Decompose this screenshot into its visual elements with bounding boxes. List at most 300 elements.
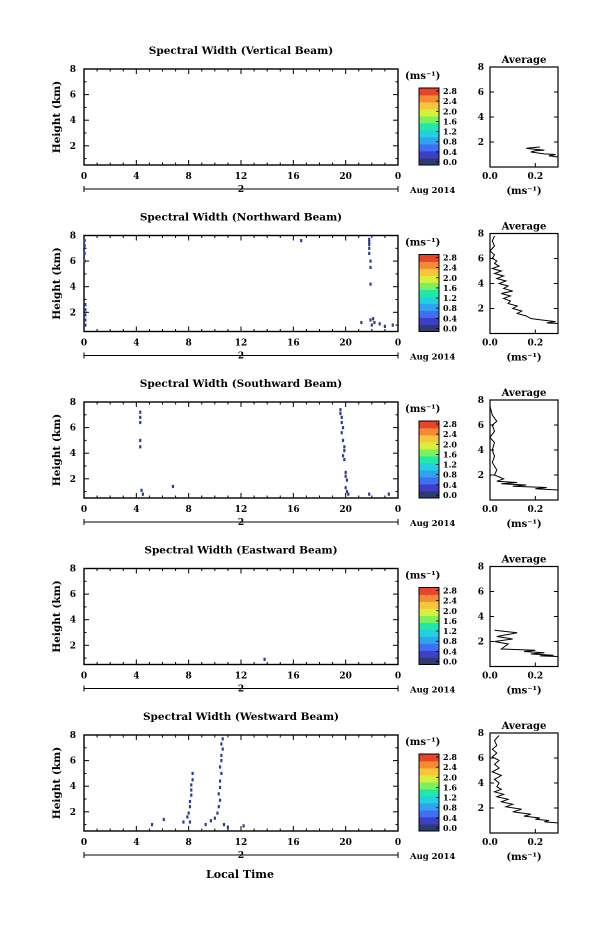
- average-y-tick-label: 2: [477, 138, 484, 148]
- colorbar-unit: (ms⁻¹): [405, 737, 441, 748]
- y-axis-label: Height (km): [51, 580, 63, 653]
- data-point: [222, 747, 224, 750]
- colorbar-tick-label: 1.2: [443, 126, 457, 137]
- colorbar-swatch: [419, 435, 439, 442]
- colorbar-swatch: [419, 297, 439, 304]
- colorbar-tick-label: 0.8: [443, 303, 457, 314]
- data-point: [368, 252, 370, 255]
- colorbar-tick-label: 2.0: [443, 106, 457, 117]
- data-point: [163, 818, 165, 821]
- y-tick-label: 8: [69, 731, 76, 741]
- data-point: [188, 811, 190, 814]
- y-axis-label: Height (km): [51, 80, 63, 154]
- colorbar-unit: (ms⁻¹): [405, 404, 441, 415]
- average-y-tick-label: 6: [477, 254, 484, 265]
- data-point: [339, 408, 341, 411]
- colorbar-swatch: [419, 602, 439, 609]
- x-tick-label: 16: [287, 172, 300, 182]
- colorbar-tick-label: 0.8: [443, 802, 457, 813]
- x-tick-label: 0: [80, 671, 88, 682]
- data-point: [219, 786, 221, 789]
- average-profile-line: [490, 236, 558, 324]
- colorbar-tick-label: 0.0: [443, 823, 457, 833]
- colorbar-tick-label: 2.4: [443, 595, 457, 606]
- average-y-tick-label: 6: [477, 587, 484, 598]
- data-point: [343, 458, 345, 461]
- average-y-tick-label: 6: [477, 88, 484, 98]
- average-profile-line: [492, 736, 558, 824]
- data-point: [191, 778, 193, 781]
- colorbar-tick-label: 1.6: [443, 116, 457, 127]
- x-tick-label: 4: [133, 338, 140, 349]
- colorbar-tick-label: 0.8: [443, 469, 457, 480]
- data-point: [216, 811, 218, 814]
- x-tick-label: 4: [133, 838, 140, 848]
- x-tick-label: 0: [394, 671, 402, 682]
- data-point: [182, 820, 184, 823]
- data-point: [189, 800, 191, 803]
- y-tick-label: 4: [69, 282, 76, 293]
- x-tick-label: 20: [339, 172, 352, 182]
- plot-frame: [84, 236, 398, 332]
- data-point: [369, 283, 371, 286]
- average-title: Average: [501, 721, 547, 732]
- data-point: [84, 244, 86, 247]
- x-tick-label: 8: [185, 505, 192, 515]
- colorbar-tick-label: 2.4: [443, 96, 457, 107]
- date-label: Aug 2014: [410, 352, 456, 363]
- average-profile-line: [495, 630, 559, 656]
- panel-title: Spectral Width (Eastward Beam): [144, 544, 338, 557]
- data-point: [345, 475, 347, 478]
- average-y-tick-label: 8: [477, 63, 484, 73]
- colorbar-tick-label: 0.8: [443, 636, 457, 647]
- colorbar-tick-label: 2.0: [443, 439, 457, 450]
- data-point: [219, 765, 221, 768]
- data-point: [84, 308, 86, 311]
- y-axis-label: Height (km): [51, 746, 63, 820]
- colorbar-tick-label: 1.6: [443, 782, 457, 793]
- panel-title: Spectral Width (Westward Beam): [142, 711, 340, 723]
- data-point: [210, 819, 212, 822]
- average-x-tick-label: 0.0: [482, 172, 498, 182]
- data-point: [220, 754, 222, 757]
- data-point: [139, 411, 141, 414]
- data-point: [84, 318, 86, 321]
- x-tick-label: 0: [394, 338, 402, 349]
- colorbar-tick-label: 2.8: [443, 752, 457, 762]
- x-axis-label: Local Time: [206, 868, 274, 881]
- data-point: [190, 783, 192, 786]
- data-point: [84, 252, 86, 255]
- x-tick-label: 20: [339, 338, 352, 349]
- data-point: [220, 742, 222, 745]
- data-point: [189, 805, 191, 808]
- average-y-tick-label: 2: [477, 304, 484, 315]
- colorbar-swatch: [419, 644, 439, 651]
- average-y-tick-label: 8: [477, 396, 484, 406]
- data-point: [368, 243, 370, 246]
- y-tick-label: 2: [69, 141, 76, 152]
- colorbar-tick-label: 1.2: [443, 459, 457, 470]
- y-tick-label: 4: [69, 449, 76, 460]
- colorbar-swatch: [419, 116, 439, 123]
- y-axis-label: Height (km): [51, 247, 63, 320]
- average-frame: [490, 67, 558, 167]
- x-tick-label: 0: [80, 505, 88, 515]
- colorbar-swatch: [419, 768, 439, 775]
- colorbar-tick-label: 2.8: [443, 252, 457, 263]
- data-point: [227, 826, 229, 829]
- colorbar-unit: (ms⁻¹): [405, 71, 441, 82]
- colorbar-swatch: [419, 276, 439, 283]
- colorbar-swatch: [419, 144, 439, 151]
- data-point: [84, 324, 86, 327]
- data-point: [223, 823, 225, 826]
- day-label: 2: [237, 851, 245, 861]
- average-y-tick-label: 8: [477, 229, 484, 240]
- colorbar-swatch: [419, 456, 439, 463]
- colorbar-swatch: [419, 789, 439, 796]
- colorbar-tick-label: 2.0: [443, 605, 457, 616]
- panel-5: [51, 711, 558, 863]
- data-point: [140, 489, 142, 492]
- data-point: [263, 658, 265, 661]
- data-point: [372, 317, 374, 320]
- date-label: Aug 2014: [410, 519, 456, 529]
- data-point: [189, 820, 191, 823]
- data-point: [369, 260, 371, 263]
- data-point: [343, 449, 345, 452]
- average-y-tick-label: 6: [477, 754, 484, 764]
- colorbar-swatch: [419, 616, 439, 623]
- data-point: [369, 318, 371, 321]
- x-tick-label: 4: [133, 172, 140, 182]
- colorbar-tick-label: 2.0: [443, 772, 457, 783]
- colorbar-tick-label: 0.4: [443, 313, 457, 324]
- x-tick-label: 20: [339, 671, 352, 682]
- plot-frame: [84, 735, 398, 831]
- plot-frame: [84, 69, 398, 165]
- data-point: [368, 493, 370, 496]
- data-point: [360, 321, 362, 324]
- data-point: [371, 324, 373, 327]
- date-label: Aug 2014: [410, 685, 456, 696]
- data-point: [190, 794, 192, 797]
- x-tick-label: 4: [133, 505, 140, 515]
- colorbar-swatch: [419, 477, 439, 484]
- date-label: Aug 2014: [410, 186, 456, 196]
- average-y-tick-label: 2: [477, 637, 484, 648]
- y-tick-label: 6: [69, 423, 76, 434]
- data-point: [219, 779, 221, 782]
- data-point: [345, 486, 347, 489]
- average-y-tick-label: 2: [477, 804, 484, 814]
- data-point: [341, 416, 343, 419]
- colorbar-tick-label: 0.0: [443, 157, 457, 167]
- colorbar-tick-label: 1.6: [443, 282, 457, 293]
- y-tick-label: 2: [69, 807, 76, 818]
- average-x-tick-label: 0.2: [527, 505, 544, 515]
- colorbar-swatch: [419, 269, 439, 276]
- average-x-tick-label: 0.2: [527, 338, 544, 349]
- data-point: [84, 303, 86, 306]
- day-label: 2: [237, 684, 245, 695]
- x-tick-label: 12: [234, 671, 248, 682]
- average-title: Average: [501, 388, 547, 399]
- colorbar-swatch: [419, 88, 439, 95]
- average-unit: (ms⁻¹): [506, 352, 542, 364]
- day-label: 2: [237, 351, 245, 362]
- data-point: [384, 325, 386, 328]
- average-x-tick-label: 0.2: [527, 671, 544, 682]
- data-point: [343, 445, 345, 448]
- colorbar-swatch: [419, 630, 439, 637]
- colorbar-swatch: [419, 109, 439, 116]
- colorbar-tick-label: 0.4: [443, 146, 457, 157]
- data-point: [346, 478, 348, 481]
- y-tick-label: 6: [69, 756, 76, 767]
- date-label: Aug 2014: [410, 852, 456, 862]
- colorbar-tick-label: 2.8: [443, 86, 457, 96]
- average-unit: (ms⁻¹): [506, 519, 542, 530]
- x-tick-label: 0: [394, 172, 402, 182]
- colorbar-swatch: [419, 137, 439, 144]
- colorbar-swatch: [419, 102, 439, 109]
- average-unit: (ms⁻¹): [506, 186, 542, 197]
- data-point: [379, 322, 381, 325]
- colorbar-swatch: [419, 470, 439, 477]
- data-point: [342, 439, 344, 442]
- x-tick-label: 12: [234, 838, 248, 848]
- average-x-tick-label: 0.0: [482, 838, 498, 848]
- colorbar-tick-label: 0.0: [443, 656, 457, 667]
- average-profile-line: [490, 406, 558, 490]
- data-point: [243, 824, 245, 827]
- y-tick-label: 2: [69, 308, 76, 319]
- average-y-tick-label: 4: [477, 612, 484, 623]
- x-tick-label: 12: [234, 505, 248, 515]
- x-tick-label: 20: [339, 838, 352, 848]
- colorbar-tick-label: 2.4: [443, 762, 457, 773]
- plot-frame: [84, 569, 398, 665]
- data-point: [84, 313, 86, 316]
- x-tick-label: 16: [287, 338, 300, 349]
- data-point: [172, 485, 174, 488]
- x-tick-label: 16: [287, 838, 300, 848]
- data-point: [300, 239, 302, 242]
- colorbar-swatch: [419, 283, 439, 290]
- data-point: [191, 772, 193, 775]
- colorbar-unit: (ms⁻¹): [405, 237, 441, 249]
- colorbar-tick-label: 1.2: [443, 792, 457, 803]
- average-unit: (ms⁻¹): [506, 685, 542, 697]
- data-point: [345, 471, 347, 474]
- colorbar-tick-label: 0.0: [443, 323, 457, 334]
- day-label: 2: [237, 185, 245, 195]
- data-point: [84, 260, 86, 263]
- data-point: [342, 454, 344, 457]
- data-point: [218, 805, 220, 808]
- colorbar-swatch: [419, 421, 439, 428]
- y-tick-label: 4: [69, 615, 76, 626]
- colorbar-swatch: [419, 810, 439, 817]
- data-point: [347, 493, 349, 496]
- y-tick-label: 4: [69, 782, 76, 793]
- x-tick-label: 0: [394, 505, 402, 515]
- average-x-tick-label: 0.0: [482, 338, 498, 349]
- x-tick-label: 0: [80, 838, 88, 848]
- x-tick-label: 8: [185, 671, 192, 682]
- data-point: [84, 239, 86, 242]
- x-tick-label: 4: [133, 671, 140, 682]
- data-point: [214, 817, 216, 820]
- average-title: Average: [501, 55, 547, 66]
- average-x-tick-label: 0.0: [482, 671, 498, 682]
- data-point: [139, 416, 141, 419]
- data-point: [205, 823, 207, 826]
- data-point: [139, 439, 141, 442]
- y-tick-label: 6: [69, 590, 76, 601]
- data-point: [151, 823, 153, 826]
- panel-title: Spectral Width (Southward Beam): [139, 378, 343, 390]
- colorbar-tick-label: 2.8: [443, 585, 457, 596]
- colorbar-swatch: [419, 130, 439, 137]
- average-y-tick-label: 4: [477, 779, 484, 789]
- colorbar-tick-label: 2.0: [443, 272, 457, 283]
- colorbar-tick-label: 0.4: [443, 812, 457, 823]
- colorbar-swatch: [419, 754, 439, 761]
- colorbar-tick-label: 2.4: [443, 429, 457, 440]
- y-tick-label: 8: [69, 231, 76, 242]
- colorbar-tick-label: 0.4: [443, 646, 457, 657]
- average-x-tick-label: 0.0: [482, 505, 498, 515]
- y-tick-label: 6: [69, 90, 76, 101]
- data-point: [222, 737, 224, 740]
- y-tick-label: 2: [69, 641, 76, 652]
- data-point: [220, 759, 222, 762]
- y-axis-label: Height (km): [51, 413, 63, 487]
- average-unit: (ms⁻¹): [506, 852, 542, 863]
- colorbar-swatch: [419, 796, 439, 803]
- day-label: 2: [237, 518, 245, 528]
- average-y-tick-label: 4: [477, 446, 484, 456]
- data-point: [139, 445, 141, 448]
- x-tick-label: 0: [394, 838, 402, 848]
- colorbar-tick-label: 1.2: [443, 293, 457, 304]
- colorbar-swatch: [419, 449, 439, 456]
- average-profile-line: [526, 147, 558, 157]
- data-point: [341, 431, 343, 434]
- data-point: [368, 247, 370, 250]
- colorbar-tick-label: 0.0: [443, 490, 457, 500]
- colorbar-swatch: [419, 123, 439, 130]
- panel-title: Spectral Width (Northward Beam): [139, 211, 343, 224]
- y-tick-label: 6: [69, 257, 76, 268]
- data-point: [219, 799, 221, 802]
- colorbar-swatch: [419, 255, 439, 262]
- average-y-tick-label: 2: [477, 471, 484, 481]
- x-tick-label: 16: [287, 505, 300, 515]
- average-y-tick-label: 8: [477, 729, 484, 739]
- colorbar-swatch: [419, 290, 439, 297]
- panel-1: [51, 45, 558, 197]
- colorbar-swatch: [419, 442, 439, 449]
- colorbar-unit: (ms⁻¹): [405, 570, 441, 582]
- data-point: [342, 426, 344, 429]
- x-tick-label: 8: [185, 838, 192, 848]
- average-y-tick-label: 4: [477, 279, 484, 290]
- panel-title: Spectral Width (Vertical Beam): [148, 45, 334, 57]
- x-tick-label: 12: [234, 338, 248, 349]
- colorbar-swatch: [419, 782, 439, 789]
- data-point: [369, 266, 371, 269]
- x-tick-label: 8: [185, 172, 192, 182]
- average-x-tick-label: 0.2: [527, 172, 544, 182]
- data-point: [339, 412, 341, 415]
- panel-4: [51, 545, 558, 697]
- x-tick-label: 12: [234, 172, 248, 182]
- average-title: Average: [501, 554, 547, 566]
- colorbar-tick-label: 0.4: [443, 479, 457, 490]
- colorbar-tick-label: 1.6: [443, 449, 457, 460]
- data-point: [218, 792, 220, 795]
- data-point: [220, 772, 222, 775]
- colorbar-swatch: [419, 609, 439, 616]
- y-tick-label: 2: [69, 474, 76, 485]
- colorbar-swatch: [419, 311, 439, 318]
- colorbar-swatch: [419, 304, 439, 311]
- colorbar-tick-label: 2.8: [443, 419, 457, 429]
- data-point: [341, 421, 343, 424]
- average-y-tick-label: 4: [477, 113, 484, 123]
- colorbar-swatch: [419, 775, 439, 782]
- colorbar-swatch: [419, 637, 439, 644]
- x-tick-label: 8: [185, 338, 192, 349]
- average-y-tick-label: 6: [477, 421, 484, 431]
- y-tick-label: 4: [69, 116, 76, 127]
- colorbar-tick-label: 1.2: [443, 626, 457, 637]
- y-tick-label: 8: [69, 398, 76, 408]
- colorbar-swatch: [419, 588, 439, 595]
- data-point: [139, 421, 141, 424]
- plot-frame: [84, 402, 398, 498]
- x-tick-label: 0: [80, 338, 88, 349]
- data-point: [388, 493, 390, 496]
- colorbar-tick-label: 2.4: [443, 262, 457, 273]
- x-tick-label: 20: [339, 505, 352, 515]
- x-tick-label: 0: [80, 172, 88, 182]
- data-point: [186, 815, 188, 818]
- x-tick-label: 16: [287, 671, 300, 682]
- average-title: Average: [501, 221, 547, 233]
- data-point: [142, 493, 144, 496]
- average-x-tick-label: 0.2: [527, 838, 544, 848]
- y-tick-label: 8: [69, 65, 76, 75]
- data-point: [190, 788, 192, 791]
- colorbar-swatch: [419, 463, 439, 470]
- y-tick-label: 8: [69, 564, 76, 575]
- average-y-tick-label: 8: [477, 562, 484, 573]
- data-point: [373, 321, 375, 324]
- colorbar-swatch: [419, 623, 439, 630]
- colorbar-tick-label: 0.8: [443, 136, 457, 147]
- average-frame: [490, 733, 558, 833]
- panel-3: [51, 378, 558, 530]
- panel-2: [51, 212, 558, 364]
- colorbar-tick-label: 1.6: [443, 615, 457, 626]
- colorbar-swatch: [419, 803, 439, 810]
